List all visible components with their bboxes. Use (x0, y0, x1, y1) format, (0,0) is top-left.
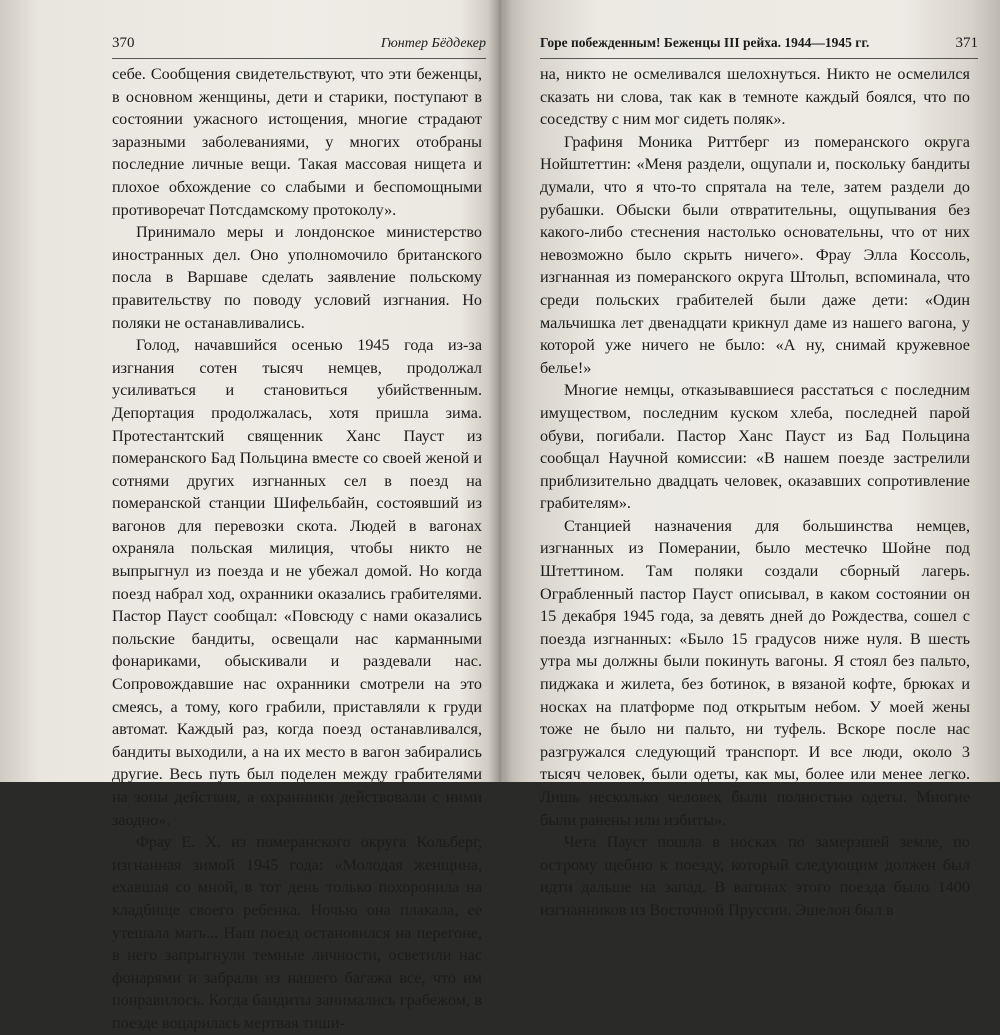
right-page-text (540, 63, 978, 922)
left-page-text (112, 63, 486, 1035)
right-paragraph: Графиня Моника Риттберг из померанского округа Нойштеттин: «Меня раздели, ощупали и, поскольку бандиты думали, что я что-то спрятала на теле, затем раздели до рубашки. Обыски были отвратительны, ощупывания без какого-либо стеснения настолько основательны, что от них невозможно было скрыть ничего». Фрау Элла Коссоль, изгнанная из померанского округа Штольп, вспоминала, что среди польских грабителей были даже дети: «Один мальчишка лет двенадцати крикнул даме из нашего вагона, у которой уже ничего не было: «А ну, снимай кружевное белье!» (540, 132, 970, 377)
right-paragraph: Многие немцы, отказывавшиеся расстаться с последним имуществом, последним куском хлеба, последней парой обуви, погибали. Пастор Ханс Пауст из Бад Польцина сообщал Научной комиссии: «В нашем поезде застрелили приблизительно двадцать человек, оказавших сопротивление грабителям». (540, 381, 970, 513)
left-running-head (112, 28, 486, 59)
right-paragraph: на, никто не осмеливался шелохнуться. Никто не осмелился сказать ни слова, так как в темноте каждый боялся, что по соседству с ним мог сидеть поляк». (540, 65, 970, 129)
left-paragraph: Фрау Е. Х. из померанского округа Кольберг, изгнанная зимой 1945 года: «Молодая женщина, ехавшая со мной, в тот день только похоронила на кладбище своего ребенка. Ночью она плакала, ее утешала мать... Наш поезд остановился на перегоне, в него запрыгнули темные личности, осветили нас фонарями и забрали из нашего багажа все, что им понравилось. Когда бандиты занимались грабежом, в поезде воцарилась мертвая тиши- (112, 833, 482, 1032)
right-paragraph: Чета Пауст пошла в носках по замерзшей земле, по острому щебню к поезду, который следующим должен был идти дальше на запад. В вагонах этого поезда было 1400 изгнанников из Восточной Пруссии. Эшелон был в (540, 833, 970, 919)
left-paragraph: Голод, начавшийся осенью 1945 года из-за изгнания сотен тысяч немцев, продолжал усиливаться и становиться убийственным. Депортация продолжалась, хотя пришла зима. Протестантский священник Ханс Пауст из померанского Бад Польцина вместе со своей женой и сотнями других изгнанных сел в поезд на померанской станции Шифельбайн, состоявший из вагонов для перевозки скота. Людей в вагонах охраняла польская милиция, чтобы никто не выпрыгнул из поезда и не убежал домой. Но когда поезд набрал ход, охранники оказались грабителями. Пастор Пауст сообщал: «Повсюду с нами оказались польские бандиты, освещали нас карманными фонариками, обыскивали и раздевали нас. Сопровождавшие нас охранники смотрели на это смеясь, а тому, кого грабили, приставляли к груди автомат. Каждый раз, когда поезд останавливался, бандиты выходили, а на их место в вагон забирались другие. Весь путь был поделен между грабителями на зоны действия, а охранники действовали с ними заодно». (112, 336, 482, 829)
left-page-number: 370 (112, 35, 135, 51)
right-page-number: 371 (955, 35, 978, 51)
right-page (500, 0, 1000, 919)
left-running-title: Гюнтер Бёддекер (380, 36, 486, 51)
right-running-title: Горе побежденным! Беженцы III рейха. 1944—1945 гг. (540, 35, 870, 50)
left-page (0, 0, 500, 1032)
right-running-head (540, 28, 978, 59)
right-paragraph: Станцией назначения для большинства немцев, изгнанных из Померании, было местечко Шойне под Штеттином. Там поляки создали сборный лагерь. Ограбленный пастор Пауст описывал, в каком состоянии он 15 декабря 1945 года, за девять дней до Рождества, сошел с поезда изгнанных: «Было 15 градусов ниже нуля. В шесть утра мы должны были покинуть вагоны. Я стоял без пальто, пиджака и жилета, без ботинок, в вязаной кофте, брюках и носках на платформе под открытым небом. У моей жены тоже не было ни пальто, ни туфель. Вскоре после нас разгружался следующий транспорт. И все люди, около 3 тысяч человек, были одеты, как мы, более или менее легко. Лишь несколько человек были полностью одеты. Многие были ранены или избиты». (540, 516, 970, 829)
left-paragraph: Принимало меры и лондонское министерство иностранных дел. Оно уполномочило британского посла в Варшаве сделать заявление польскому правительству по поводу условий изгнания. Но поляки не останавливались. (112, 223, 482, 332)
left-paragraph: себе. Сообщения свидетельствуют, что эти беженцы, в основном женщины, дети и старики, поступают в состоянии ужасного истощения, многие страдают заразными заболеваниями, у многих отобраны последние личные вещи. Такая массовая нищета и плохое обхождение со слабыми и беспомощными противоречат Потсдамскому протоколу». (112, 65, 482, 219)
